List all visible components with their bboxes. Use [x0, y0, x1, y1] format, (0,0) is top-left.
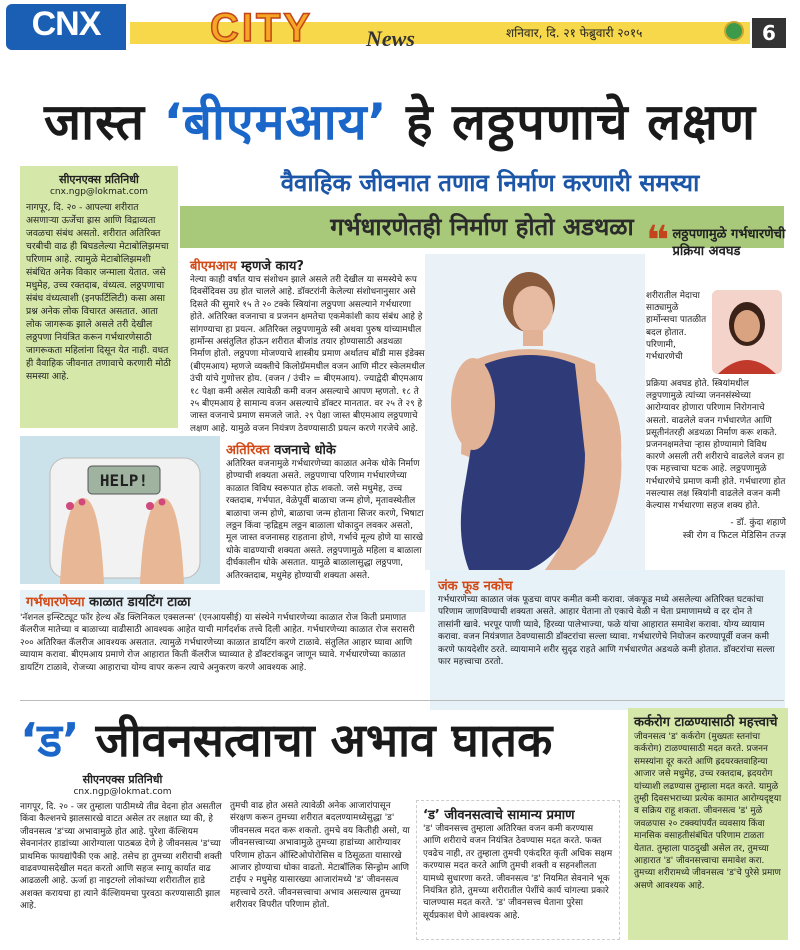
scale-display: HELP!: [99, 471, 149, 490]
subhead-second: गर्भधारणेतही निर्माण होतो अडथळा: [180, 206, 784, 248]
diet-text: 'नॅशनल इन्स्टिट्यूट फॉर हेल्थ अँड क्लिनिकल एक्सलन्स' (एनआयसीई) या संस्थेने गर्भधारणेच्या काळात रोज किती प्रमाणात कॅलरीज मातेच्या व बाळाच्या वाढीसाठी आवश्यक आहेत याची मार्गदर्शक तत्त्वे दिली आहेत. गर्भधारणेच्या काळात रोज सरासरी २०० अतिरिक्त कॅलरीज आवश्यक असतात. त्यामुळे गर्भधारणेच्या काळात डायटिंग करणे टाळावे. संतुलित आहार घ्यावा आणि व्यायाम करावा. बीएमआय प्रमाणे रोज आहारात किती कॅलरीज घ्याव्यात हे डॉक्टरांकडून जाणून घ्यावे. गर्भधारणेच्या काळात डायटिंग टाळावे, रोजच्या आहाराचा योग्य वापर करून त्याचे अनुकरण करणे आवश्यक आहे.: [20, 613, 415, 673]
issue-date: शनिवार, दि. २१ फेब्रुवारी २०१५: [506, 26, 643, 40]
vitamin-column-2: [230, 800, 410, 912]
vitamin-box-text: 'ड' जीवनसत्त्व तुम्हाला अतिरिक्त वजन कमी करण्यास आणि शरीराचे वजन नियंत्रित ठेवण्यास मदत करते. फक्त एवढेच नाही, तर तुम्हाला तुमची एकंदरित कृती अधिक सक्षम करण्यास मदत करते आणि तुमची शक्ती व सहनशीलता यामध्ये सुधारणा करते. जीवनसत्व 'ड' नियमित सेवनाने भूक नियंत्रित होते, तुमच्या शरीरातील पेशींचे कार्य चांगल्या प्रकारे चालण्यास मदत करते. 'ड' जीवनसत्त्व घेताना पुरेसा सूर्यप्रकाश घेणे आवश्यक आहे.: [423, 824, 613, 921]
vitamin-box-title: ‘ड’ जीवनसत्वाचे सामान्य प्रमाण: [423, 808, 575, 823]
junk-text: गर्भधारणेच्या काळात जंक फूडचा वापर कमीत कमी करावा. जंकफूड मध्ये असलेल्या अतिरिक्त घटकांचा परिणाम जाणविण्याची शक्यता असते. आहार घेताना तो एकाचे वेळी न घेता प्रमाणामध्ये व दर दोन ते तासांनी खावे. भरपूर पाणी प्यावे, हिरव्या पालेभाज्या, फळे यांचा आहारात समावेश करावा. योग्य व्यायाम करावा. वजन नियंत्रणात ठेवण्यासाठी डॉक्टरांचा सल्ला घ्यावा. गर्भधारणेचे नियोजन करण्यापूर्वी वजन कमी करणे फायदेशीर ठरते. व्यायामाने शरीर सुदृढ राहते आणि गर्भधारणेत अडथळे कमी होतात. डॉक्टरांचा सल्ला फार महत्त्वाचा ठरतो.: [438, 595, 775, 668]
expert-text-short: शरीरातील मेदाचा साठ्यामुळे हार्मोन्सचा पातळीत बदल होतात. परिणामी, गर्भधारणेची: [646, 291, 707, 363]
vitamin-byline-email[interactable]: cnx.ngp@lokmat.com: [73, 787, 172, 797]
risks-text: अतिरिक्त वजनामुळे गर्भधारणेच्या काळात अनेक धोके निर्माण होण्याची शक्यता असते. लठ्ठपणाचा परिणाम गर्भधारणेच्या काळात विविध स्वरूपात होऊ शकतो. जसे मधुमेह, उच्च रक्तदाब, गर्भपात, वेळेपूर्वी बाळाचा जन्म होणे, मृतावस्थेतील बाळाचा जन्म होणे, बाळाचा जन्म होताना सिजर करणे, भिषाटा लठ्ठन किंवा ऱ्हद्रिहृम लठ्ठन बाळाला धोकादुन लवकर असतो, मूल जास्त वजनासह राहताना होणे, गर्भाचे मूल्य होणे या सारखे धोके वाढण्याची शक्यता असते. लठ्ठपणामुळे महिला व बाळाला दीर्घकालीन धोके असतात. यामुळे बाळालासुद्धा लठ्ठपणा, अतिरक्तदाब, मधुमेह होण्याची शक्यता असते.: [226, 459, 424, 581]
byline-email[interactable]: cnx.ngp@lokmat.com: [49, 187, 149, 197]
byline: सीएनएक्स प्रतिनिधी: [59, 173, 139, 186]
headline-quoted: ‘बीएमआय’: [163, 93, 388, 151]
doctor-avatar-icon: [712, 290, 782, 374]
section-name: CITY: [210, 6, 314, 50]
diet-title-accent: गर्भधारणेच्या: [26, 595, 85, 610]
bmi-article: [190, 256, 425, 435]
risks-title-rest: वजनाचे धोके: [269, 443, 336, 458]
intro-text: नागपूर, दि. २० - आपल्या शरीरात असणाऱ्या ऊर्जेचा ह्रास आणि विद्राव्यता जवळचा संबंध असतो. शरीरात अतिरिक्त चरबीची वाढ ही बिघडलेल्या मेटाबोलिझमचा परिणाम आहे. त्यामुळे मेटाबोलिझमशी संबंधित अनेक विकार जन्माला येतात. जसे मधुमेह, उच्च रक्तदाब, वंध्यत्व. लठ्ठपणाचा संबंध वंध्यत्वाशी (इनफर्टिलिटी) कसा असा प्रश्न अनेक लोक विचारत असतात. आता लोक जागरूक झाले असले तरी देखील लठ्ठपणा नियंत्रित करून गर्भधारणेसाठी जागरूकता महिलांना दिसून येत नाही. वधत ही वैवाहिक जीवनात तणावाचे करणारी मोठी समस्या आहे.: [26, 202, 171, 382]
scale-photo: [20, 436, 220, 584]
junk-food-box: [430, 570, 785, 710]
cancer-sidebar: [628, 708, 788, 940]
diet-title-rest: काळात डायटिंग टाळा: [84, 595, 191, 610]
risks-title-accent: अतिरिक्त: [226, 443, 270, 458]
bmi-text: नेल्या काही वर्षात याच संशोधन झाले असले तरी देखील या समस्येचे रूप दिवसेंदिवस उग्र होत चालले आहे. डॉक्टरांनी केलेल्या संशोधनानुसार असे दिसते की सुमारे १५ ते २० टक्के स्त्रियांना लठ्ठपणा असल्याने गर्भधारणा होते. अतिरिक्त वजनाचा व प्रजनन क्षमतेचा एकमेकांशी काय संबंध आहे हे सांगण्याचा हा प्रयत्न. अतिरिक्त लठ्ठपणामुळे स्त्री अथवा पुरुष यांच्यामधील हार्मोन्स असंतुलित होऊन शरीरात बीजांड तयार होण्यासाठी अडथळा निर्माण होतो. लठ्ठपणा मोजण्याचे शास्त्रीय प्रमाण अर्थातच बॉडी मास इंडेक्स (बीएमआय) म्हणजे व्यक्तीचे किलोग्रॅममधील वजन आणि मीटर स्केलमधील उंची यांचे गुणोत्तर होय. (वजन / उंची२ = बीएमआय). ज्याद्वेदी बीएमआय १८ पेक्षा कमी असेल त्यावेळी कमी वजन असल्याचे आपण म्हणतो. १८ ते २५ बीएमआय हे सामान्य वजन असल्याचे डॉक्टर मानतात. वर २५ ते २९ हे जास्त वजनाचे प्रमाण समजले जाते. २९ पेक्षा जास्त बीएमआय लठ्ठपणाचे लक्षण आहे. यामुळे वजन नियंत्रण ठेवण्यासाठी प्रयत्न करणे गरजेचे आहे.: [190, 275, 425, 434]
page-number: 6: [752, 18, 786, 48]
section-subtitle: News: [366, 26, 415, 51]
bmi-title-rest: म्हणजे काय?: [236, 259, 304, 274]
expert-text-long: प्रक्रिया अवघड होते. स्त्रियांमधील लठ्ठपणामुळे त्यांच्या जननसंस्थेच्या आरोग्यावर होणारा परिणाम निरोगनाचे असतो. वाढलेले वजन गर्भधारणेत आणि प्रसूतीनंतरही अडथळा निर्माण करू शकते. प्रजननक्षमतेचा ऱ्हास होण्यामागे विविध कारणे असली तरी शरीराचे वाढलेले वजन हा एक महत्त्वाचा घटक आहे. लठ्ठपणामुळे गर्भधारणेचे प्रमाण कमी होते. गर्भधारणा होत नसल्यास लक्ष स्त्रियांनी वाढलेले वजन कमी केल्यास गर्भधारणा सहज शक्य होते.: [646, 379, 786, 512]
vitamin-text-2: तुमची वाढ होत असते त्यावेळी अनेक आजारांपासून संरक्षण करून तुमच्या शरीरात बदलण्यामध्येसुद्धा 'ड' जीवनसत्व मदत करू शकतो. तुमचे वय कितीही असो, या जीवनसत्त्वाच्या अभावामुळे तुमच्या हाडांच्या आरोग्यावर परिणाम होऊन ऑस्टिओपोरोसिस व ठिसूळता यासारखे आजार होण्याचा धोका वाढतो. मेटाबॉलिक सिन्ड्रोम आणि टाईप २ मधुमेह यासारख्या आजारांमध्ये 'ड' जीवनसत्व महत्त्वाचे ठरते. जीवनसत्त्वाचा अभाव असल्यास तुमच्या शरीरावर विपरीत परिणाम होतो.: [230, 801, 410, 911]
vitamin-column-1: [20, 772, 225, 913]
bmi-title-accent: बीएमआय: [190, 259, 237, 274]
scale-illustration: [20, 436, 220, 584]
section-divider: [20, 700, 784, 701]
expert-quote-header: [646, 218, 786, 264]
bmi-title: [190, 256, 425, 274]
expert-signature: [660, 517, 786, 543]
logo-subtitle: CITY NEWS EXPRESS: [34, 44, 98, 50]
quote-icon: ❝: [646, 218, 670, 264]
headline-part2: हे लठ्ठपणाचे लक्षण: [406, 93, 756, 151]
main-headline: [10, 86, 790, 154]
vitamin-headline: [20, 708, 620, 770]
intro-sidebar: [20, 166, 178, 428]
woman-photo: [425, 254, 645, 570]
junk-title-text: जंक फूड नकोच: [438, 579, 513, 594]
risks-article: [226, 440, 424, 582]
junk-title: [438, 576, 777, 594]
cnx-logo: CNX: [6, 4, 126, 50]
signature-role: स्त्री रोग व फिटल मेडिसिन तज्ज्ञ: [682, 531, 786, 541]
woman-illustration: [425, 254, 645, 570]
dieting-article: [20, 590, 425, 674]
headline-part1: जास्त: [44, 93, 146, 151]
vitamin-headline-rest: जीवनसत्वाचा अभाव घातक: [79, 713, 553, 767]
risks-title: [226, 440, 424, 458]
signature-name: - डॉ. कुंदा शहाणे: [730, 518, 786, 528]
doctor-portrait: [712, 290, 782, 374]
vitamin-byline: सीएनएक्स प्रतिनिधी: [82, 773, 163, 786]
emblem-icon: [724, 21, 744, 41]
cancer-title: कर्करोग टाळण्यासाठी महत्त्वाचे: [634, 715, 778, 730]
masthead: [0, 0, 800, 56]
vitamin-norms-box: [416, 800, 620, 940]
vitamin-text-1: नागपूर, दि. २० - जर तुम्हाला पाठीमध्ये तीव्र वेदना होत असतील किंवा कैल्शनचे झालसारखे वाटत असेल तर लक्षात घ्या की, हे जीवनसत्व 'ड'च्या अभावामुळे होत आहे. पुरेशा कॅल्शियम सेवनानंतर हाडांच्या आरोग्याला पाठबळ देणे हे जीवनसत्व 'ड'च्या प्राथमिक फायद्यांपैकी एक आहे. तसेच हा तुमच्या शरीराची शक्ती वाढवण्यासदेखील मदत करतो आणि सहज स्नायू कार्यात वाढ आढळली आहे. ऊर्जा हा नाइटग्लो लोकांच्या शरीरातील हाडे अशक्त करायचा हा त्याने कॅल्शियमचा पुरवठा करण्यासाठी झाल आहे.: [20, 802, 222, 912]
expert-quote-title: लठ्ठपणामुळे गर्भधारणेची प्रक्रिया अवघड: [672, 227, 786, 259]
diet-title: [20, 590, 425, 612]
subhead-first: वैवाहिक जीवनात तणाव निर्माण करणारी समस्या: [280, 169, 700, 197]
cancer-text: जीवनसत्व 'ड' कर्करोग (मुख्यतः स्तनांचा कर्करोग) टाळण्यासाठी मदत करते. प्रजनन समस्यांना दूर करते आणि ह्रदयरक्तवाहिन्या आजार जसे मधुमेह, उच्च रक्तदाब, ह्रदयरोग यांच्याशी लढण्यास तुम्हाला मदत करते. यामुळे तुम्ही दिवसभराच्या प्रत्येक कामात आरोग्यदृष्ट्या व सक्रिय राहू शकता. जीवनसत्व 'ड' मुळे जवळपास २० टक्क्यांपर्यंत व्यवसाय किंवा मानसिक वसाहतीसंबंधित परिणाम टाळता येतात. तुम्हाला पाठदुखी असेल तर, तुमच्या आहारात 'ड' जीवनसत्त्वाचा समावेश करा. तुमच्या शरीरामध्ये जीवनसत्व 'ड'चे पुरेसे प्रमाण असणे आवश्यक आहे.: [634, 732, 782, 891]
vitamin-headline-quote: ‘ड’: [20, 713, 80, 767]
